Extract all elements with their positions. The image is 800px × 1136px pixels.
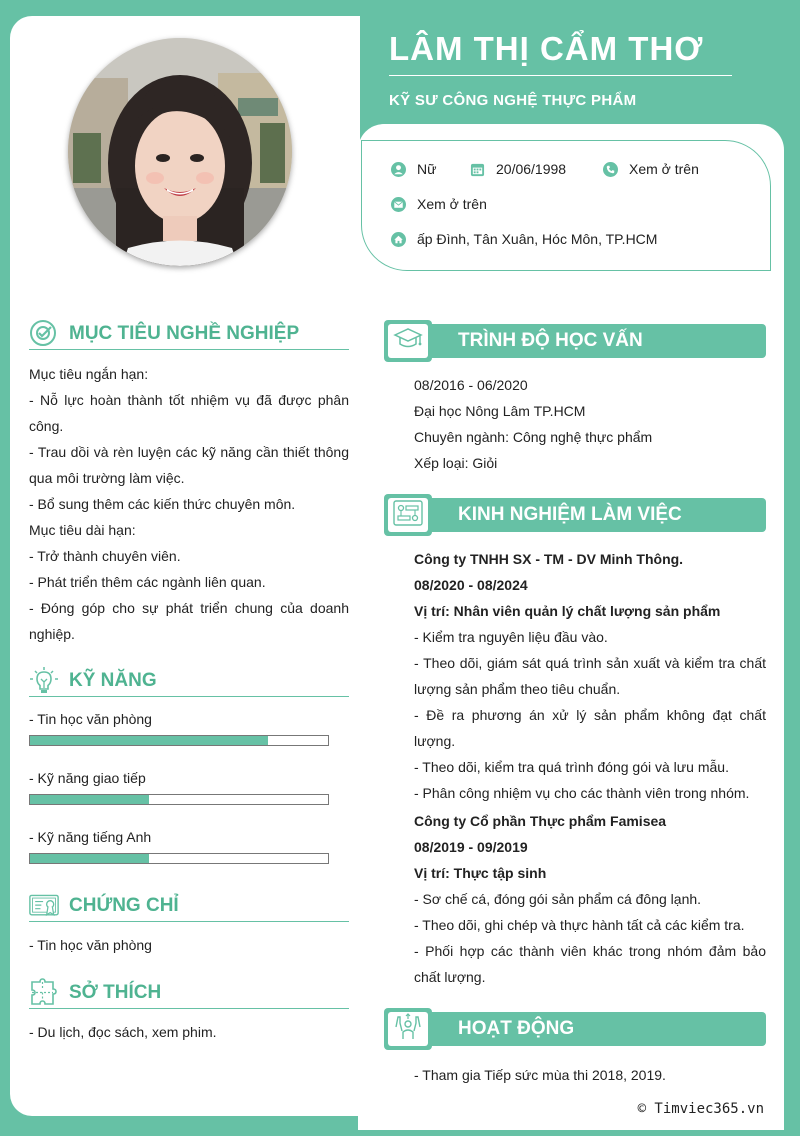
job-entry: Công ty TNHH SX - TM - DV Minh Thông. 08/2020 - 08/2024 Vị trí: Nhân viên quản lý chất lượng sản phẩm - Kiểm tra nguyên liệu đầu vào. - Theo dõi, giám sát quá trình sản xuất và kiểm tra chất lượng sản phẩm theo tiêu chuẩn. - Đề ra phương án xử lý sản phẩm không đạt chất lượng. - Theo dõi, kiểm tra quá trình đóng gói và lưu mẫu. - Phân công nhiệm vụ cho các thành viên trong nhóm. — [414, 551, 766, 801]
hobbies-heading: SỞ THÍCH — [29, 977, 349, 1009]
certificates-section — [29, 890, 349, 958]
contact-gender: Nữ — [391, 161, 436, 177]
home-icon — [391, 232, 406, 247]
graduation-cap-icon — [393, 327, 423, 356]
left-panel-corner — [330, 16, 360, 76]
email-icon — [391, 197, 406, 212]
hobbies-section — [29, 977, 349, 1045]
objective-section — [29, 318, 349, 647]
education-heading: TRÌNH ĐỘ HỌC VẤN — [432, 324, 766, 358]
activities-badge — [384, 1008, 432, 1050]
objective-text: Mục tiêu ngắn hạn: - Nỗ lực hoàn thành tốt nhiệm vụ đã được phân công. - Trau dồi và rèn luyện các kỹ năng cần thiết thông qua môi trường làm việc. - Bổ sung thêm các kiến thức chuyên môn. Mục tiêu dài hạn: - Trở thành chuyên viên. - Phát triển thêm các ngành liên quan. - Đóng góp cho sự phát triển chung của doanh nghiệp. — [29, 366, 349, 642]
job-title: KỸ SƯ CÔNG NGHỆ THỰC PHẨM — [389, 92, 637, 109]
site-credit: © Timviec365.vn — [637, 1101, 764, 1117]
experience-heading: KINH NGHIỆM LÀM VIỆC — [432, 498, 766, 532]
contact-phone: Xem ở trên — [603, 161, 699, 177]
contact-birthday: 20/06/1998 — [470, 161, 566, 177]
profile-photo — [68, 38, 292, 266]
skill-fill — [30, 736, 268, 745]
skills-heading: KỸ NĂNG — [29, 665, 349, 697]
job-entry: Công ty Cổ phần Thực phẩm Famisea 08/2019 - 09/2019 Vị trí: Thực tập sinh - Sơ chế cá, đóng gói sản phẩm cá đông lạnh. - Theo dõi, ghi chép và thực hành tất cả các kiểm tra. - Phối hợp các thành viên khác trong nhóm đảm bảo chất lượng. — [414, 813, 766, 985]
skill-fill — [30, 795, 149, 804]
objective-heading: MỤC TIÊU NGHỀ NGHIỆP — [29, 318, 349, 350]
certificates-heading: CHỨNG CHỈ — [29, 890, 349, 922]
hands-up-icon — [393, 1013, 423, 1046]
experience-badge — [384, 494, 432, 536]
skill-bar — [29, 735, 329, 746]
skill-fill — [30, 854, 149, 863]
skill-bar — [29, 853, 329, 864]
workflow-icon — [393, 500, 423, 531]
contact-address: ấp Đình, Tân Xuân, Hóc Môn, TP.HCM — [391, 231, 657, 247]
calendar-icon — [470, 162, 485, 177]
name-underline — [389, 75, 732, 76]
activity-item: - Tham gia Tiếp sức mùa thi 2018, 2019. — [414, 1067, 666, 1083]
lightbulb-icon — [29, 666, 59, 696]
hobby-item: - Du lịch, đọc sách, xem phim. — [29, 1024, 217, 1040]
contact-email: Xem ở trên — [391, 196, 487, 212]
certificate-item: - Tin học văn phòng — [29, 937, 152, 953]
user-icon — [391, 162, 406, 177]
skill-bar — [29, 794, 329, 805]
skills-section — [29, 665, 349, 864]
certificate-icon — [29, 891, 59, 921]
puzzle-icon — [29, 978, 59, 1008]
activities-heading: HOẠT ĐỘNG — [432, 1012, 766, 1046]
skill-item: - Kỹ năng giao tiếp — [29, 770, 349, 805]
phone-icon — [603, 162, 618, 177]
education-details: 08/2016 - 06/2020 Đại học Nông Lâm TP.HCM Chuyên ngành: Công nghệ thực phẩm Xếp loại: Giỏi — [414, 377, 653, 471]
skill-item: - Tin học văn phòng — [29, 711, 349, 746]
candidate-name: LÂM THỊ CẨM THƠ — [389, 30, 704, 67]
education-badge — [384, 320, 432, 362]
target-icon — [29, 319, 59, 349]
skill-item: - Kỹ năng tiếng Anh — [29, 829, 349, 864]
